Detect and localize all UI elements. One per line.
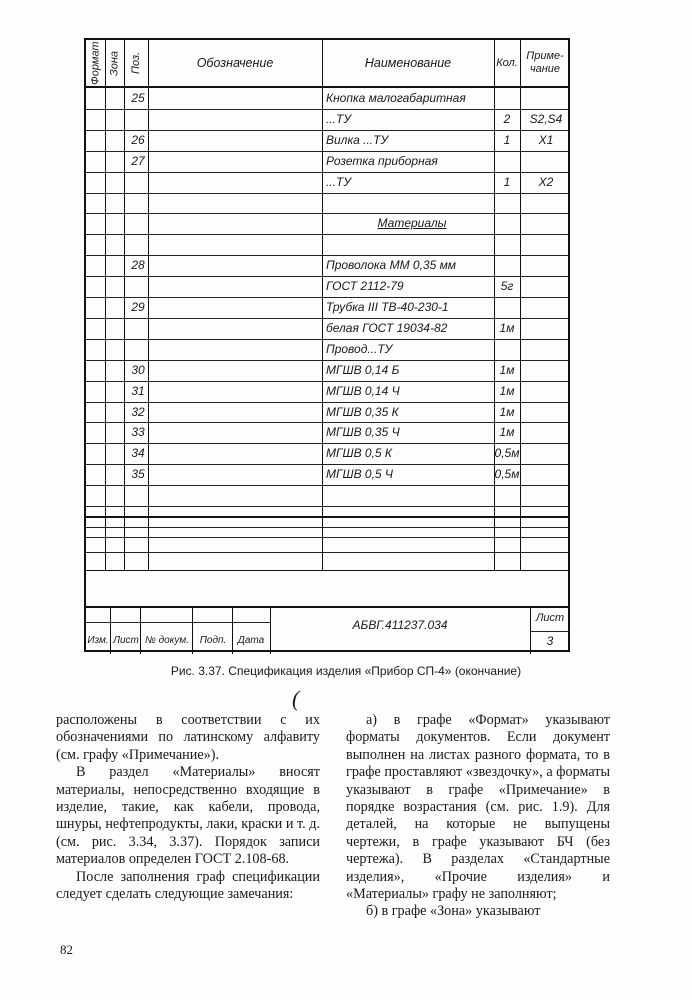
cell-note xyxy=(522,213,570,234)
cell-name: Проволока ММ 0,35 мм xyxy=(326,258,457,273)
column-line xyxy=(105,516,106,570)
cell-note xyxy=(522,151,570,172)
cell-note xyxy=(522,381,570,402)
tb-sheet-no: 3 xyxy=(546,634,554,648)
cell-note: X1 xyxy=(538,132,554,147)
cell-pos: 33 xyxy=(131,425,145,440)
stray-parenthesis: ( xyxy=(292,686,300,711)
header-format: Формат xyxy=(89,41,102,85)
cell-qty: 1м xyxy=(499,425,515,440)
cell-pos: 31 xyxy=(131,383,145,398)
cell-qty xyxy=(494,213,520,234)
paragraph: После заполнения граф спецификации следует сделать следующие замечания: xyxy=(56,868,320,903)
figure-caption: Рис. 3.37. Спецификация изделия «Прибор СП-4» (окончание) xyxy=(170,664,522,678)
cell-note xyxy=(522,402,570,423)
cell-name: Кнопка малогабаритная xyxy=(326,91,466,105)
cell-name xyxy=(322,485,326,506)
cell-qty: 1 xyxy=(503,132,511,147)
cell-qty: 2 xyxy=(503,111,511,126)
paragraph: а) в графе «Формат» указывают форматы документов. Если документ выполнен на листах разного формата, то в графе проставляют «звездочку», а форматы указывают в графе «Примечание» в порядке возрастания (см. рис. 1.9). Для деталей, на которые не выпущены чертежи, в графе указывают БЧ (без чертежа). В разделах «Стандартные изделия», «Прочие изделия» и «Материалы» графу не заполняют; xyxy=(346,712,610,903)
cell-name: ...ТУ xyxy=(326,111,352,126)
cell-qty: 1м xyxy=(499,383,515,398)
cell-pos: 25 xyxy=(131,91,145,105)
header-note: Приме-чание xyxy=(526,50,564,75)
cell-pos: 34 xyxy=(131,446,145,461)
cell-name: МГШВ 0,5 К xyxy=(326,446,392,461)
cell-pos xyxy=(124,485,150,506)
cell-name: Трубка III ТВ-40-230-1 xyxy=(326,300,449,314)
cell-pos xyxy=(124,339,150,360)
cell-note xyxy=(522,318,570,339)
cell-qty xyxy=(494,255,520,276)
section-heading: Материалы xyxy=(377,216,447,231)
cell-note xyxy=(522,234,570,255)
cell-qty: 0,5м xyxy=(494,446,520,461)
column-line xyxy=(105,40,106,516)
column-line xyxy=(520,40,521,516)
cell-note xyxy=(522,360,570,381)
cell-qty: 5г xyxy=(500,279,514,294)
cell-qty xyxy=(494,297,520,318)
cell-name: МГШВ 0,35 Ч xyxy=(326,425,400,440)
cell-note xyxy=(522,443,570,464)
tb-doc: № докум. xyxy=(144,635,190,646)
cell-pos: 32 xyxy=(131,404,145,419)
cell-pos xyxy=(124,234,150,255)
tb-sheet-label: Лист xyxy=(535,612,565,624)
title-block-line xyxy=(192,606,193,654)
cell-pos: 30 xyxy=(131,362,145,377)
cell-qty: 1м xyxy=(499,362,515,377)
paragraph: В раздел «Материалы» вносят материалы, непосредственно входящие в изделие, такие, как кабели, провода, шнуры, нефтепродукты, лаки, краски и т. д. (см. рис. 3.34, 3.37). Порядок записи материалов определен ГОСТ 2.108-68. xyxy=(56,764,320,868)
cell-pos: 26 xyxy=(131,132,145,147)
title-block-line xyxy=(110,606,111,654)
cell-name: Провод...ТУ xyxy=(326,341,393,356)
cell-name: МГШВ 0,14 Ч xyxy=(326,383,400,398)
cell-note xyxy=(522,193,570,214)
cell-pos: 29 xyxy=(131,300,145,314)
cell-name xyxy=(322,193,326,214)
cell-name: МГШВ 0,5 Ч xyxy=(326,467,394,482)
cell-note: S2,S4 xyxy=(529,111,563,126)
cell-name: ГОСТ 2112-79 xyxy=(326,279,404,294)
cell-note xyxy=(522,339,570,360)
cell-note xyxy=(522,88,570,109)
cell-pos: 35 xyxy=(131,467,145,482)
cell-qty: 1м xyxy=(499,404,515,419)
table-header xyxy=(86,40,568,88)
cell-note xyxy=(522,276,570,297)
cell-note xyxy=(522,422,570,443)
tb-izm: Изм. xyxy=(87,635,109,646)
cell-pos xyxy=(124,318,150,339)
tb-sign: Подп. xyxy=(199,635,227,646)
page-number: 82 xyxy=(60,942,73,957)
cell-name: Розетка приборная xyxy=(326,153,438,168)
cell-qty xyxy=(494,339,520,360)
header-qty: Кол. xyxy=(496,57,518,69)
cell-name xyxy=(322,234,326,255)
cell-qty xyxy=(494,88,520,109)
cell-pos: 28 xyxy=(131,258,145,273)
header-pos: Поз. xyxy=(130,51,142,75)
title-block-line xyxy=(232,606,233,654)
paragraph: б) в графе «Зона» указывают xyxy=(366,903,541,920)
cell-qty xyxy=(494,151,520,172)
cell-pos xyxy=(124,172,150,193)
tb-list: Лист xyxy=(113,635,139,646)
title-block-line xyxy=(140,606,141,654)
cell-name: Вилка ...ТУ xyxy=(326,132,389,147)
cell-note xyxy=(522,297,570,318)
specification-form xyxy=(84,38,570,652)
left-text-column xyxy=(56,712,320,903)
header-name: Наименование xyxy=(364,56,452,70)
cell-name: МГШВ 0,14 Б xyxy=(326,362,400,377)
cell-pos xyxy=(124,276,150,297)
cell-name: МГШВ 0,35 К xyxy=(326,404,399,419)
cell-pos xyxy=(124,193,150,214)
cell-name: белая ГОСТ 19034-82 xyxy=(326,320,448,335)
right-text-column xyxy=(346,712,610,921)
cell-pos: 27 xyxy=(131,153,145,168)
cell-note: X2 xyxy=(538,174,554,189)
cell-qty xyxy=(494,234,520,255)
row-line xyxy=(86,527,568,528)
cell-qty: 0,5м xyxy=(494,467,520,482)
header-zone: Зона xyxy=(108,50,121,76)
cell-note xyxy=(522,464,570,485)
cell-note xyxy=(522,255,570,276)
cell-note xyxy=(522,485,570,506)
column-line xyxy=(520,516,521,570)
cell-pos xyxy=(124,213,150,234)
cell-qty: 1 xyxy=(503,174,511,189)
cell-pos xyxy=(124,109,150,130)
tb-designation: АБВГ.411237.034 xyxy=(352,618,448,632)
paragraph: расположены в соответствии с их обозначениями по латинскому алфавиту (см. графу «Примечание»). xyxy=(56,712,320,763)
cell-qty xyxy=(494,485,520,506)
tb-date: Дата xyxy=(237,635,265,646)
cell-qty: 1м xyxy=(499,320,515,335)
cell-qty xyxy=(494,193,520,214)
cell-name: ...ТУ xyxy=(326,174,352,189)
header-designation: Обозначение xyxy=(196,56,274,70)
